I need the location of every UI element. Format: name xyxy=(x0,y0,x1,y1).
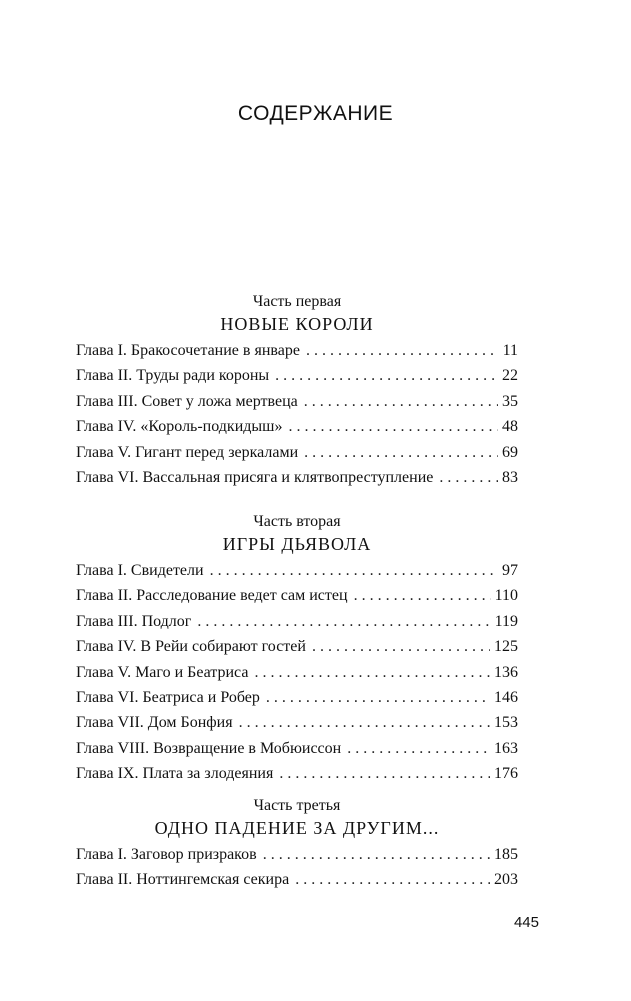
toc-entry-page: 119 xyxy=(494,612,518,630)
toc-entry[interactable] xyxy=(76,558,518,583)
toc-entry-label: Глава V. Маго и Беатриса xyxy=(76,663,249,681)
toc-entry[interactable] xyxy=(76,736,518,761)
toc-entry[interactable] xyxy=(76,338,518,363)
toc-entry-page: 163 xyxy=(494,739,518,757)
toc-entry[interactable] xyxy=(76,465,518,490)
toc-entry-page: 176 xyxy=(494,765,518,783)
dot-leader xyxy=(210,558,498,583)
dot-leader xyxy=(239,710,490,735)
toc-entry-label: Глава I. Заговор призраков xyxy=(76,846,257,863)
toc-entry-label: Глава IX. Плата за злодеяния xyxy=(76,765,274,783)
toc-entry-label: Глава IV. «Король-подкидыш» xyxy=(76,418,283,436)
part-1 xyxy=(76,292,518,490)
dot-leader xyxy=(304,440,498,465)
toc-entry-label: Глава IV. В Рейи собирают гостей xyxy=(76,638,306,656)
part-label: Часть первая xyxy=(252,293,342,310)
dot-leader xyxy=(312,634,490,659)
toc-entry[interactable] xyxy=(76,389,518,414)
part-3 xyxy=(76,796,518,893)
toc-entry[interactable] xyxy=(76,583,518,608)
toc-entry-page: 136 xyxy=(494,663,518,681)
toc-entry[interactable] xyxy=(76,710,518,735)
dot-leader xyxy=(354,583,491,608)
toc-entry-label: Глава VIII. Возвращение в Мобюиссон xyxy=(76,739,342,757)
toc-entry-page: 48 xyxy=(502,418,518,436)
toc-entry-label: Глава II. Труды ради короны xyxy=(76,367,270,385)
dot-leader xyxy=(439,465,498,490)
toc-entry-page: 11 xyxy=(502,342,518,359)
toc-entry-label: Глава III. Подлог xyxy=(76,612,192,630)
dot-leader xyxy=(254,660,490,685)
page-number: 445 xyxy=(513,914,539,931)
toc-entry-page: 110 xyxy=(494,587,518,605)
part-title: ОДНО ПАДЕНИЕ ЗА ДРУГИМ... xyxy=(154,818,440,838)
toc-entry-page: 203 xyxy=(494,871,518,889)
part-title: НОВЫЕ КОРОЛИ xyxy=(220,314,374,334)
toc-entry-page: 97 xyxy=(502,562,518,579)
toc-entry-label: Глава VI. Вассальная присяга и клятвопреступление xyxy=(76,468,434,486)
dot-leader xyxy=(266,685,490,710)
dot-leader xyxy=(306,338,499,363)
toc-entry-label: Глава II. Ноттингемская секира xyxy=(76,871,290,889)
toc-entry-label: Глава I. Бракосочетание в январе xyxy=(76,342,300,359)
part-label: Часть третья xyxy=(253,797,341,814)
toc-entry-page: 83 xyxy=(502,468,518,486)
toc-entry-page: 153 xyxy=(494,714,518,732)
dot-leader xyxy=(275,363,498,388)
toc-entry[interactable] xyxy=(76,685,518,710)
toc-entry-label: Глава VI. Беатриса и Робер xyxy=(76,688,260,706)
dot-leader xyxy=(197,609,490,634)
toc-entry-label: Глава V. Гигант перед зеркалами xyxy=(76,443,299,461)
dot-leader xyxy=(279,761,490,786)
toc-entry[interactable] xyxy=(76,414,518,439)
toc-entry-label: Глава I. Свидетели xyxy=(76,562,204,579)
dot-leader xyxy=(295,867,490,892)
toc-entry[interactable] xyxy=(76,609,518,634)
toc-entry-page: 35 xyxy=(502,392,518,410)
part-label: Часть вторая xyxy=(253,513,341,530)
toc-entry-page: 69 xyxy=(502,443,518,461)
page-title: СОДЕРЖАНИЕ xyxy=(237,102,394,125)
toc-entry-page: 185 xyxy=(494,846,518,863)
toc-entry[interactable] xyxy=(76,634,518,659)
toc-entry[interactable] xyxy=(76,761,518,786)
toc-entry[interactable] xyxy=(76,660,518,685)
toc-entry[interactable] xyxy=(76,867,518,892)
dot-leader xyxy=(288,414,498,439)
toc-entry-page: 22 xyxy=(502,367,518,385)
toc-entry-label: Глава II. Расследование ведет сам истец xyxy=(76,587,348,605)
toc-entry-page: 125 xyxy=(494,638,518,656)
toc-entry-page: 146 xyxy=(494,688,518,706)
toc-entry-label: Глава III. Совет у ложа мертвеца xyxy=(76,392,298,410)
dot-leader xyxy=(304,389,498,414)
part-2 xyxy=(76,512,518,787)
toc-entry[interactable] xyxy=(76,842,518,867)
dot-leader xyxy=(347,736,490,761)
toc-entry-label: Глава VII. Дом Бонфия xyxy=(76,714,233,732)
toc-entry[interactable] xyxy=(76,440,518,465)
part-title: ИГРЫ ДЬЯВОЛА xyxy=(222,534,372,554)
dot-leader xyxy=(263,842,490,867)
toc-entry[interactable] xyxy=(76,363,518,388)
